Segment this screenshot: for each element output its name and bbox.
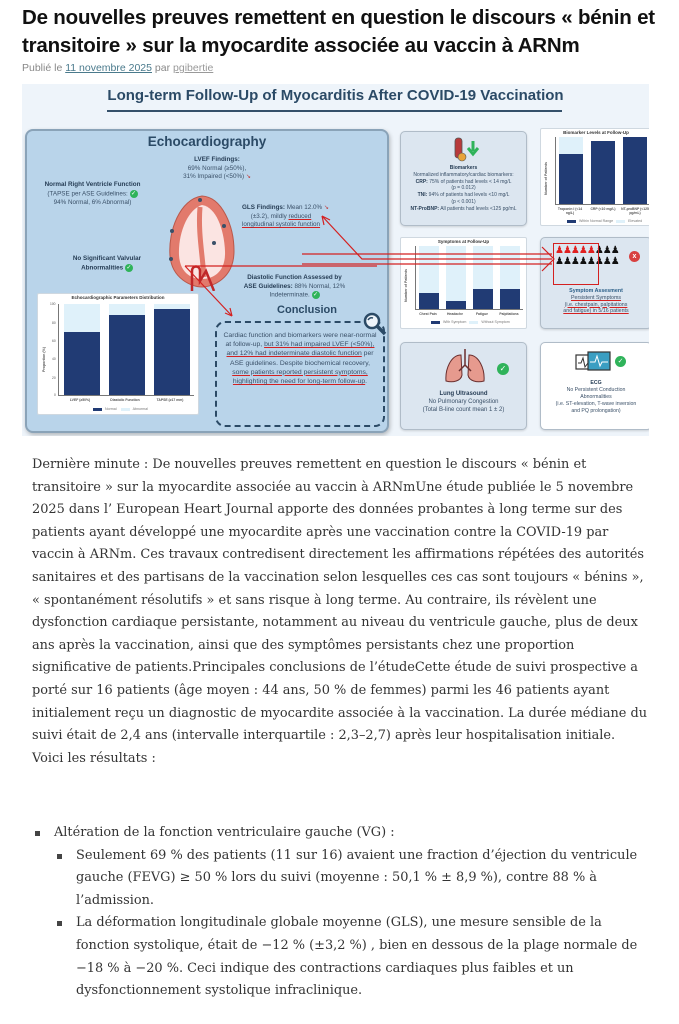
list-item: Altération de la fonction ventriculaire gauche (VG) : Seulement 69 % des patients (11 sur 16) avaient une fraction d’éjection du ventricule gauche (FEVG) ≥ 50 % lors du suivi (moyenne : 50,1 % ± 8,9 %), contre 88 % à l’admission. La déformation longitudinale globale moyenne (GLS), une mesure sensible de la fonction systolique, était de −12 % (±3,2 %) , bien en dessous de la plage normale de −18 % à −20 %. Ceci indique des contractions cardiaques plus faibles et un dysfonctionnement systolique infraclinique. — [32, 822, 650, 1003]
symptom-assessment-card: ♟♟♟♟♟♟♟♟ ♟♟♟♟♟♟♟♟ x Symptom Assesment Persistent Symptoms (i.e. chestpain, palpitations and fatigue) in 5/16 patients — [540, 237, 649, 329]
post-author-link[interactable]: pgibertie — [173, 62, 214, 74]
list-item: Seulement 69 % des patients (11 sur 16) avaient une fraction d’éjection du ventricule gauche (FEVG) ≥ 50 % lors du suivi (moyenne : 50,1 % ± 8,9 %), contre 88 % à l’admission. — [54, 845, 650, 913]
check-icon: ✓ — [615, 356, 626, 367]
x-icon: x — [629, 251, 640, 262]
lung-ultrasound-card: ✓ Lung Ultrasound No Pulmonary Congestion (Total B-line count mean 1 ± 2) — [400, 342, 527, 430]
meta-by: par — [152, 62, 174, 74]
post-title: De nouvelles preuves remettent en question le discours « bénin et transitoire » sur la myocardite associée au vaccin à ARNm — [22, 6, 655, 57]
ecg-card: ✓ ECG No Persistent Conduction Abnormalities (i.e. ST-elevation, T-wave inversion and PQ prolongation) — [540, 342, 649, 430]
bio-chart-legend: Within Normal Range Elevated — [567, 219, 642, 223]
diastolic-annotation: Diastolic Function Assessed by ASE Guidelines: 88% Normal, 12% Indeterminate. ✓ — [243, 274, 346, 299]
list-item: La déformation longitudinale globale moyenne (GLS), une mesure sensible de la fonction systolique, était de −12 % (±3,2 %) , bien en dessous de la plage normale de −18 % à −20 %. Ceci indique des contractions cardiaques plus faibles et un dysfonctionnement systolique infraclinique. — [54, 912, 650, 1002]
biomarkers-card: Biomarkers Normalized inflammatory/cardiac biomarkers: CRP: 75% of patients had levels < 14 mg/L (p = 0.012) TNI: 94% of patients had levels <10 mg/L (p < 0.001) NT-ProBNP: All patients had levels <125 pg/mL — [400, 131, 527, 226]
article-paragraph: Dernière minute : De nouvelles preuves remettent en question le discours « bénin et transitoire » sur la myocardite associée au vaccin à ARNmUne étude publiée le 5 novembre 2025 dans l’ European Heart Journal apporte des données probantes à long terme sur des patients ayant développé une myocardite après une vaccination contre la COVID-19 par vaccin à ARNm. Ces travaux contredisent directement les affirmations répétées des autorités sanitaires et des partisans de la vaccination selon lesquelles ces cas sont toujours « bénins », « spontanément résolutifs » et sans risque à long terme. Au contraire, ils révèlent une dysfonction cardiaque persistante, notamment au niveau du ventricule gauche, plus de deux ans après la vaccination, ainsi que des symptômes persistants chez une proportion significative de patients.Principales conclusions de l’étudeCette étude de suivi prospective a porté sur 16 patients (âge moyen : 44 ans, 50 % de femmes) parmi les 46 patients ayant initialement reçu un diagnostic de myocardite associée à la vaccination. La durée médiane du suivi était de 2,4 ans (intervalle interquartile : 2,3–2,7) après leur hospitalisation initiale. Voici les résultats : — [32, 457, 648, 766]
red-annotation-arrows — [22, 84, 649, 436]
check-icon: ✓ — [312, 292, 319, 298]
article-body — [32, 454, 650, 770]
symptoms-chart-legend: With Symptom Without Symptom — [431, 320, 510, 324]
post-date-link[interactable]: 11 novembre 2025 — [65, 62, 152, 74]
check-icon: ✓ — [126, 264, 132, 271]
trend-down-icon: ↘ — [245, 174, 251, 180]
patient-icons: ♟♟♟♟♟♟♟♟ ♟♟♟♟♟♟♟♟ — [555, 245, 619, 267]
check-icon: ✓ — [131, 190, 137, 197]
conclusion-title: Conclusion — [277, 304, 337, 316]
infographic-image — [22, 84, 649, 436]
valvular-annotation: No Significant Valvular Abnormalities ✓ — [72, 255, 142, 272]
sub-list — [54, 845, 650, 1003]
meta-prefix: Publié le — [22, 62, 66, 74]
gls-annotation: GLS Findings: Mean 12.0% ↘ (±3.2), mildly reduced longitudinal systolic function — [242, 204, 329, 228]
lvef-annotation: LVEF Findings: 69% Normal (≥50%), 31% Impaired (<50%) ↘ — [183, 156, 251, 180]
echo-parameters-chart: Echocardiographic Parameters Distribution Proportion (%) 100 80 60 40 20 0 LVEF (≥50%) Diastolic Function TAPSE (≥17 mm) Normal Abnormal — [37, 293, 199, 415]
rv-annotation: Normal Right Ventricle Function (TAPSE per ASE Guidelines: ✓ 94% Normal, 6% Abnormal) — [44, 181, 141, 206]
infographic-title: Long-term Follow-Up of Myocarditis After COVID-19 Vaccination — [107, 87, 564, 104]
trend-down-icon: ↘ — [323, 205, 329, 211]
echo-title: Echocardiography — [147, 134, 267, 149]
biomarker-levels-chart: Biomarker Levels at Follow-Up Number of Patients Troponin I (<14 ng/L) CRP (<10 mg/L) NT-proBNP (<125 pg/mL) Within Normal Range Elevated — [540, 128, 649, 226]
post-meta — [22, 62, 213, 74]
symptoms-chart: Symptoms at Follow-Up Number of Patients Chest Pain Headache Fatigue Palpitations With Symptom Without Symptom — [400, 237, 527, 329]
check-icon: ✓ — [497, 363, 509, 375]
echo-chart-legend: Normal Abnormal — [93, 407, 148, 411]
findings-list — [32, 822, 650, 1003]
conclusion-box: Cardiac function and biomarkers were near-normal at follow-up, but 31% had impaired LVEF (<50%), and 12% had indeterminate diastolic function per ASE guidelines. Despite biochemical recovery, some patients reported persistent symptoms, highlighting the need for long-term follow-up. — [215, 321, 385, 427]
